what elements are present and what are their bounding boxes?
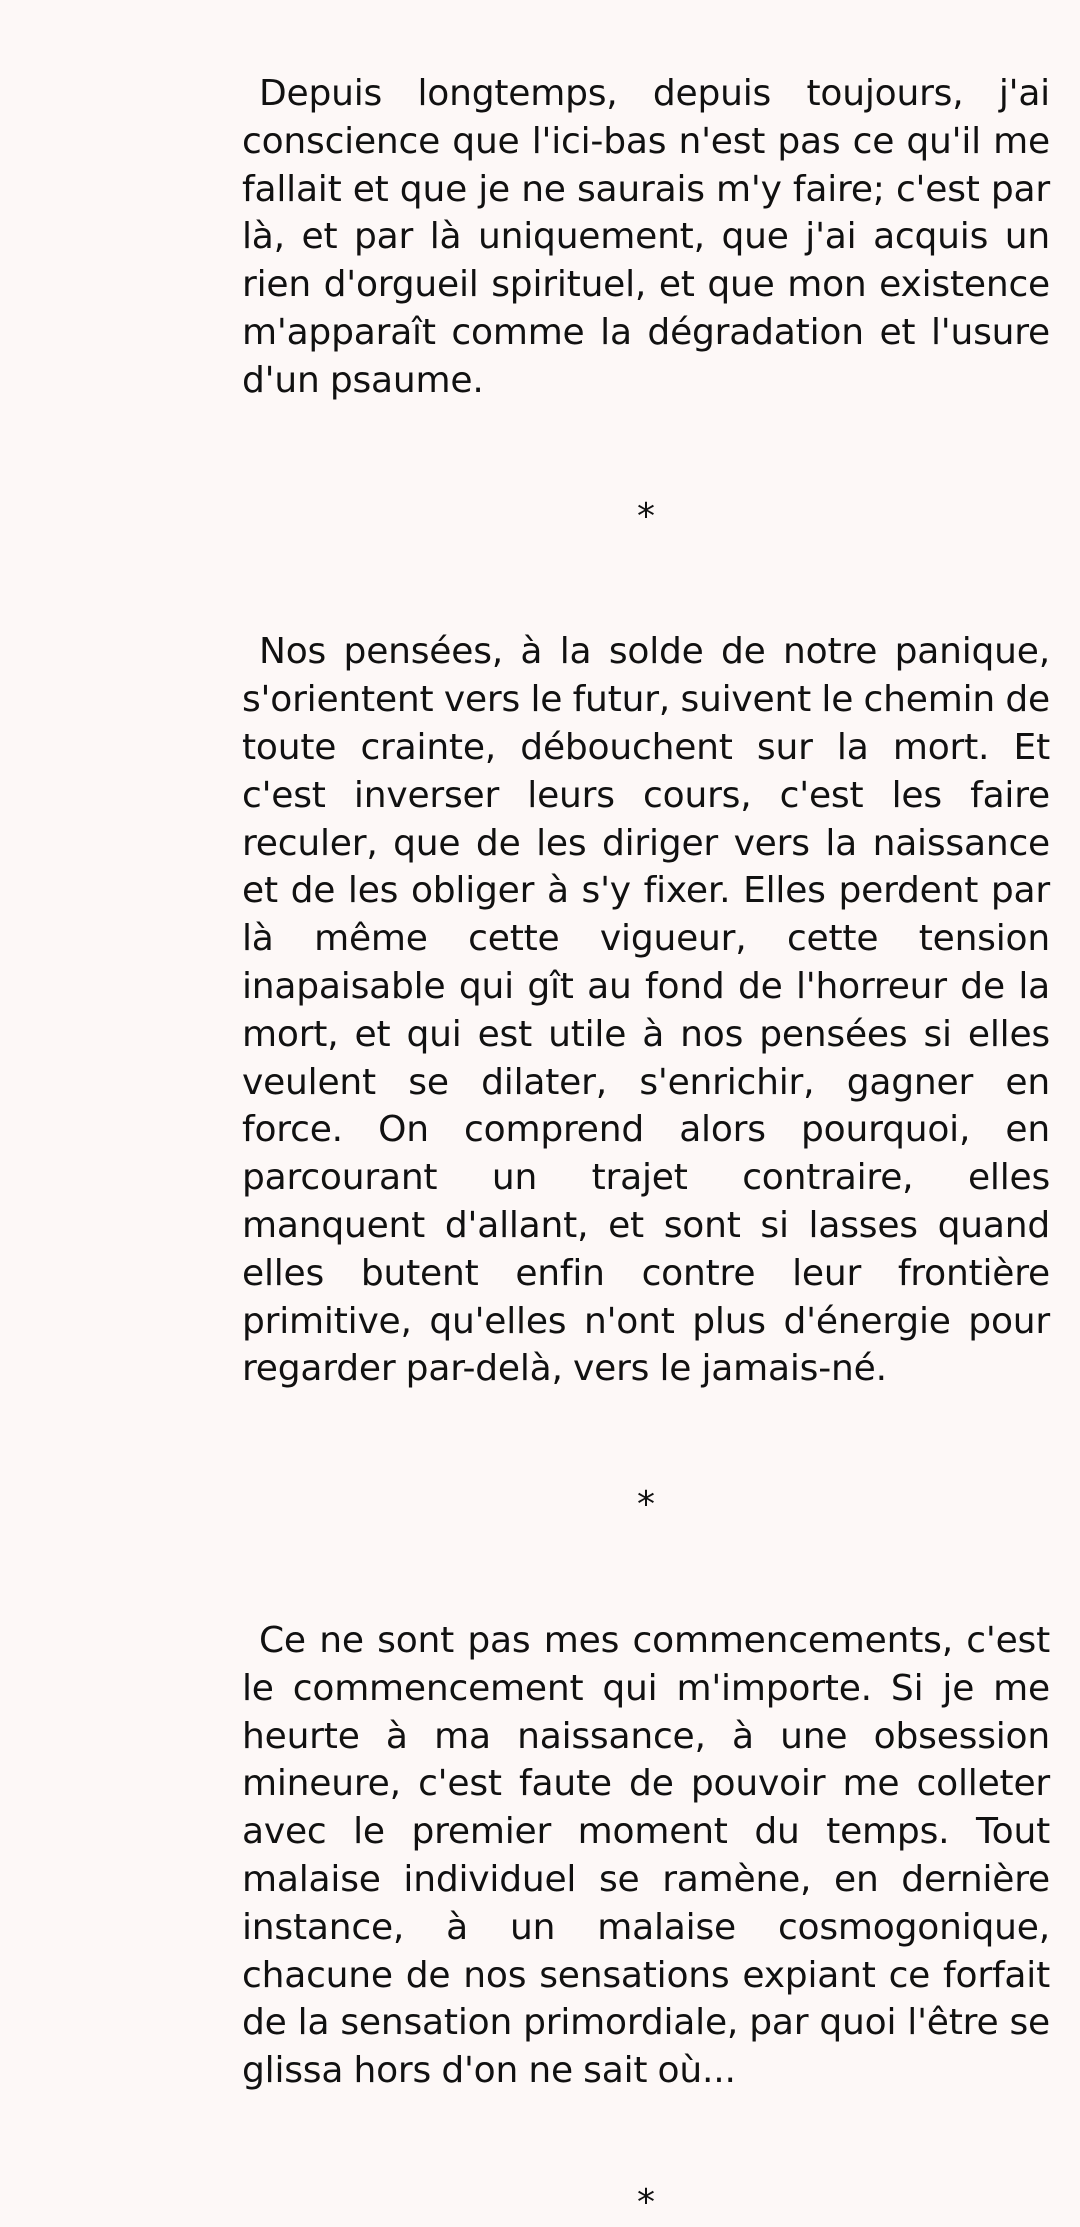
paragraph-2: Nos pensées, à la solde de notre panique, s'orientent vers le futur, suivent le chemin de toute crainte, débouchent sur la mort. Et c'est inverser leurs cours, c'est les faire reculer, que de les diriger vers la naissance et de les obliger à s'y fixer. Elles perdent par là même cette vigueur, cette tension inapaisable qui gît au fond de l'horreur de la mort, et qui est utile à nos pensées si elles veulent se dilater, s'enrichir, gagner en force. On comprend alors pourquoi, en parcourant un trajet contraire, elles manquent d'allant, et sont si lasses quand elles butent enfin contre leur frontière primitive, qu'elles n'ont plus d'énergie pour regarder par-delà, vers le jamais-né. — [242, 631, 1050, 1390]
paragraph-3: Ce ne sont pas mes commencements, c'est le commencement qui m'importe. Si je me heurte à ma naissance, à une obsession mineure, c'est faute de pouvoir me colleter avec le premier moment du temps. Tout malaise individuel se ramène, en dernière instance, à un malaise cosmogonique, chacune de nos sensations expiant ce forfait de la sensation primordiale, par quoi l'être se glissa hors d'on ne sait où... — [242, 1619, 1050, 2092]
text-column — [242, 70, 1050, 2227]
section-separator-2: * — [637, 1484, 655, 1526]
section-separator-3: * — [637, 2181, 655, 2223]
section-separator-1: * — [637, 495, 655, 537]
paragraph-1: Depuis longtemps, depuis toujours, j'ai conscience que l'ici-bas n'est pas ce qu'il me fallait et que je ne saurais m'y faire; c'est par là, et par là uniquement, que j'ai acquis un rien d'orgueil spirituel, et que mon existence m'apparaît comme la dégradation et l'usure d'un psaume. — [242, 73, 1050, 401]
